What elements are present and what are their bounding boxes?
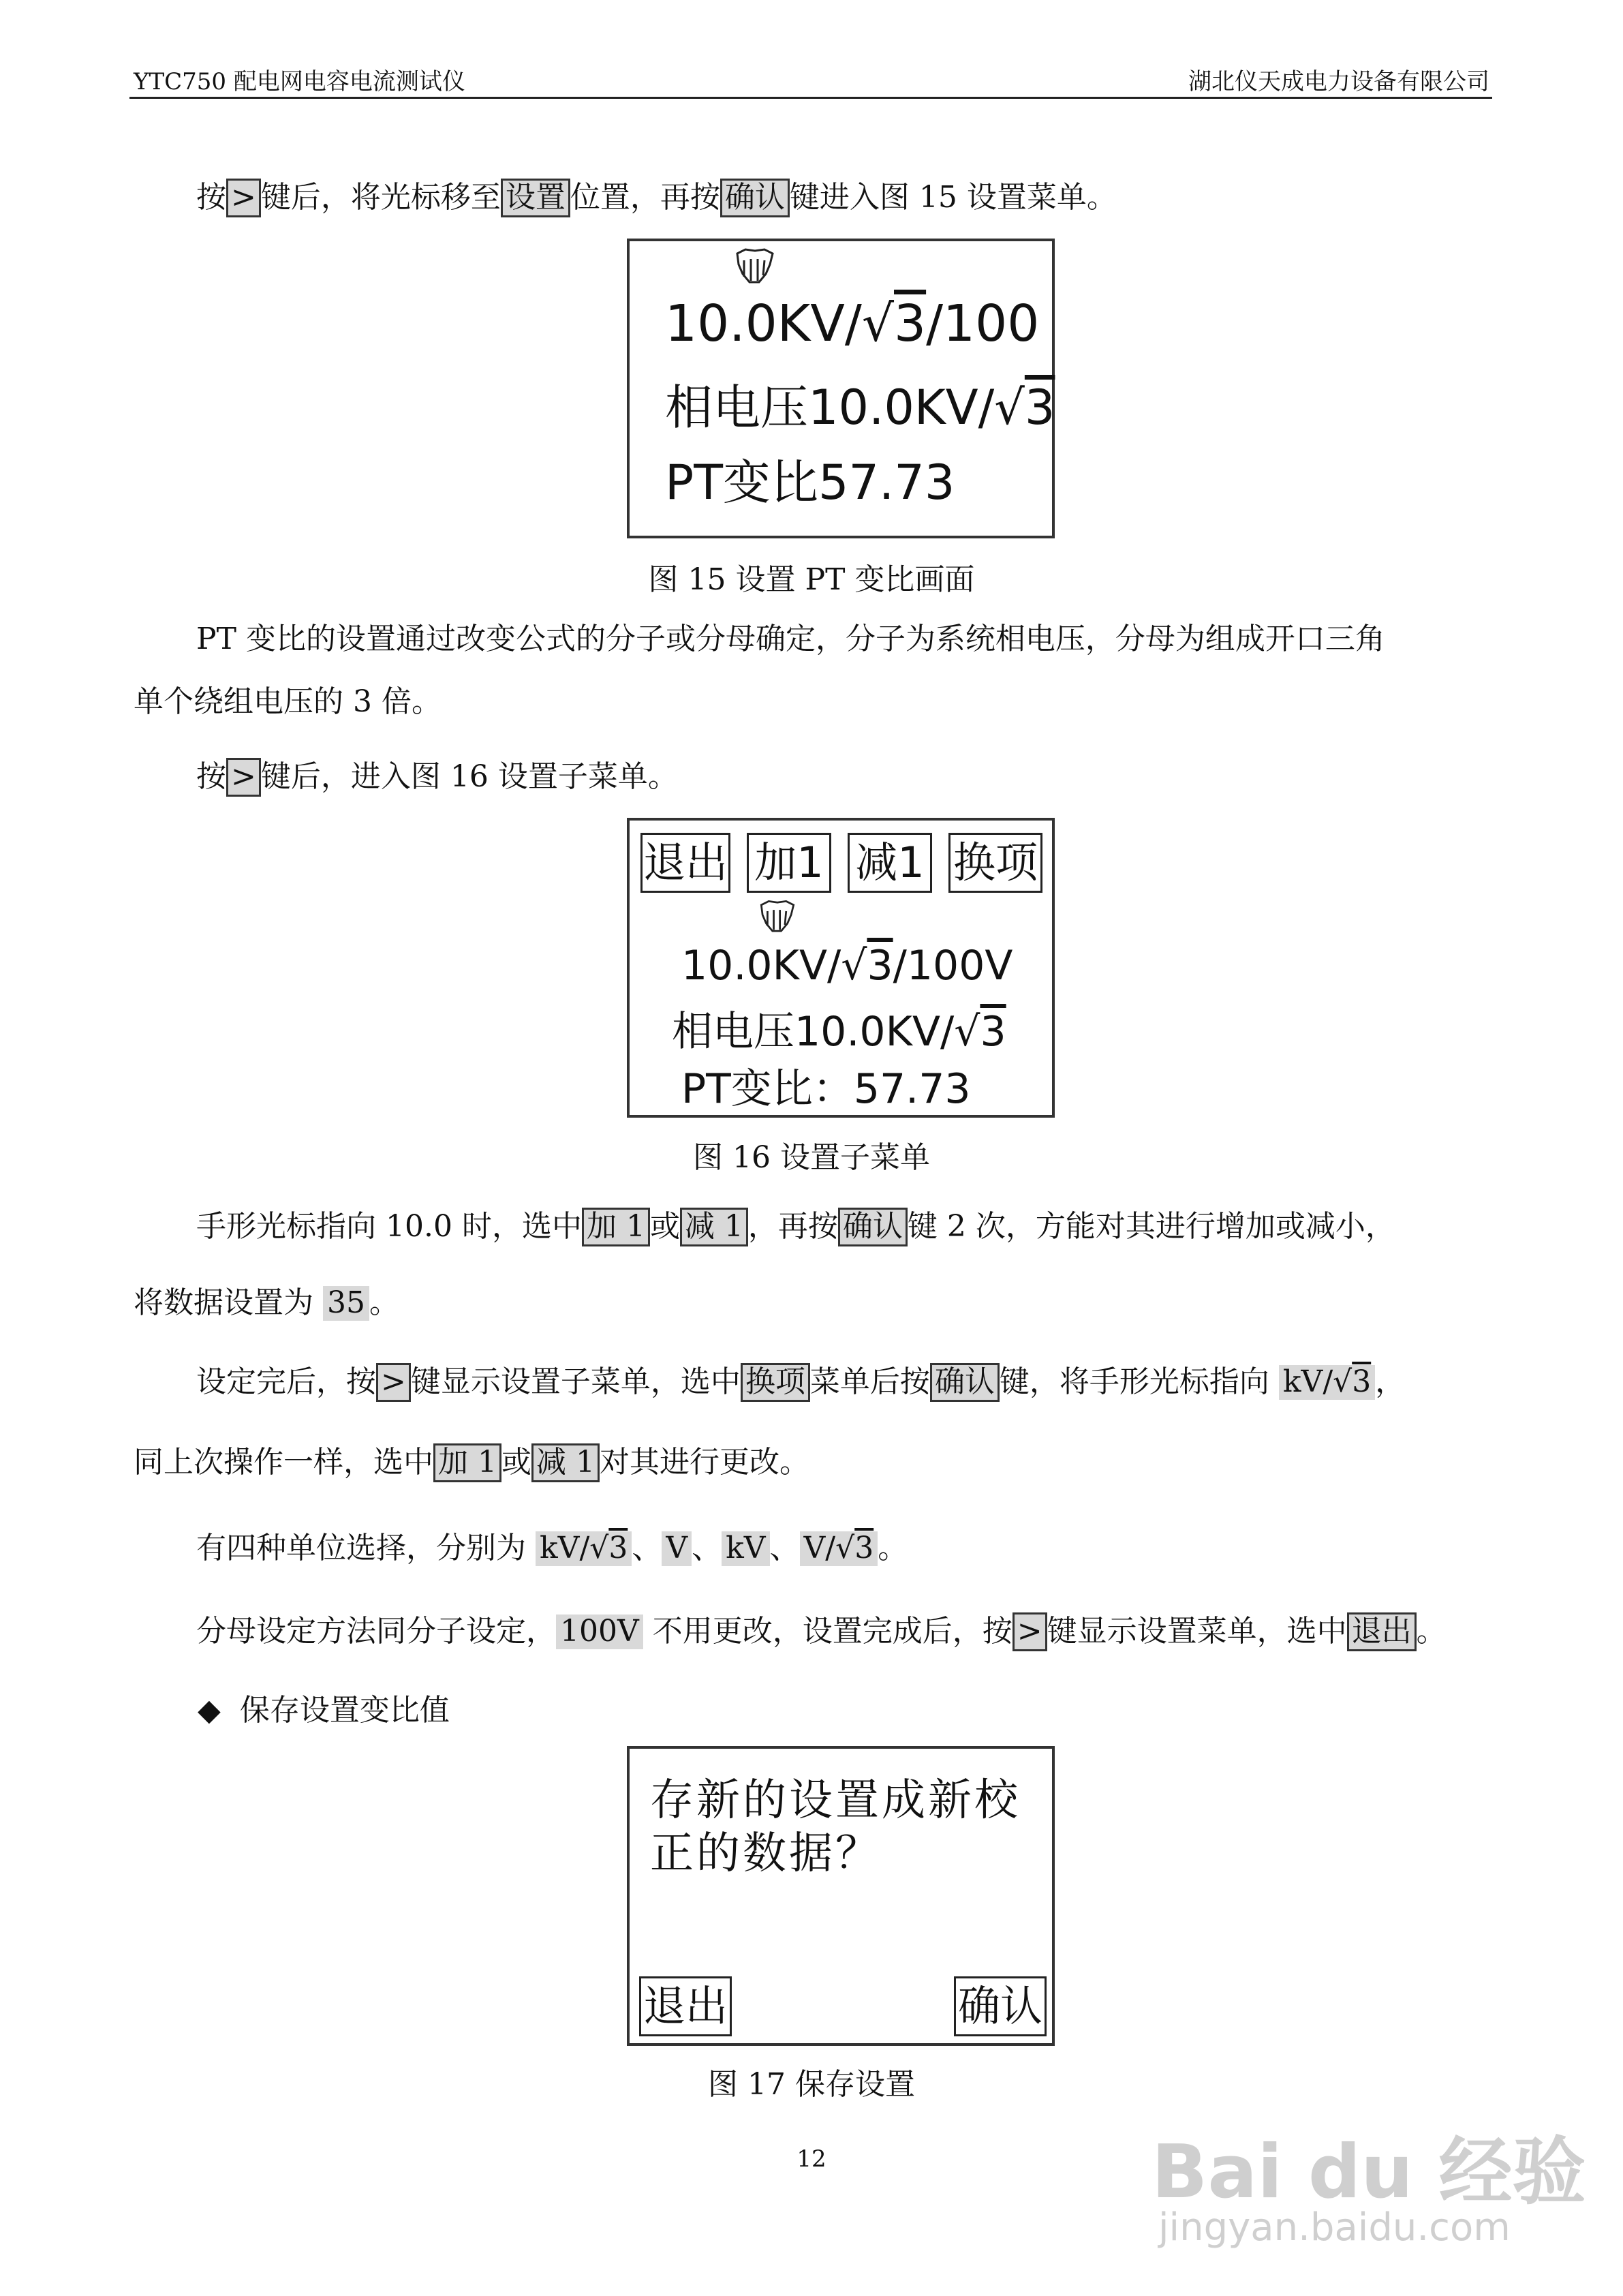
paragraph-5-line-1 [196,1363,1405,1402]
text: 不用更改，设置完成后，按 [643,1614,1013,1649]
text: 或 [501,1445,531,1480]
sqrt-value: 3 [608,1531,628,1565]
lcd-line-pt-ratio: PT变比57.73 [665,455,955,510]
header-left: YTC750 配电网电容电流测试仪 [134,68,465,95]
text: 将数据设置为 [134,1285,323,1320]
paragraph-5-line-2 [134,1443,809,1482]
text: 菜单后按 [809,1364,930,1399]
text: 同上次操作一样，选中 [134,1445,433,1480]
baidu-logo-watermark: Bai du 经验 [1151,2130,1586,2215]
text: 、 [632,1531,662,1565]
bullet-heading [198,1693,450,1729]
text: 有四种单位选择，分别为 [196,1531,536,1565]
figure-17-caption: 图 17 保存设置 [708,2067,915,2102]
sqrt-value: 3 [867,942,893,990]
figure-17-screen [627,1746,1055,2046]
sqrt-value: 3 [980,1008,1006,1056]
lcd-prompt-line-1: 存新的设置成新校 [650,1775,1021,1826]
watermark-url: jingyan.baidu.com [1158,2205,1511,2250]
paragraph-6 [196,1531,908,1567]
key-plus-one: 加 1 [433,1443,501,1482]
text: 、 [769,1531,800,1565]
text: kV/ [540,1531,590,1565]
paragraph-2-line-2: 单个绕组电压的 3 倍。 [134,684,442,719]
text: V/ [803,1531,836,1565]
text: 保存设置变比值 [239,1693,450,1728]
lcd-line-phase-voltage: 相电压10.0KV/√3 [672,1008,1006,1056]
lcd-text: 10.0KV/ [665,294,862,353]
unit-option: kV [722,1531,769,1566]
figure-15-screen [627,239,1055,538]
key-minus-one: 减 1 [531,1443,600,1482]
highlight-unit: kV/√3 [1279,1365,1375,1400]
figure-16-caption: 图 16 设置子菜单 [693,1140,930,1175]
key-next: > [226,179,261,217]
text: ，再按 [747,1209,838,1244]
paragraph-4-line-1 [196,1208,1395,1246]
key-next: > [376,1363,411,1402]
text: 按 [196,759,226,794]
sqrt-value: 3 [1024,380,1055,435]
text: 或 [649,1209,680,1244]
lcd-line-pt-ratio: PT变比：57.73 [681,1065,971,1113]
lcd-text: 相电压10.0KV/ [672,1008,955,1056]
unit-option: V/√3 [800,1531,878,1566]
key-settings: 设置 [501,179,570,217]
key-next: > [226,758,261,797]
exit-button[interactable]: 退出 [639,1976,732,2036]
sqrt-value: 3 [854,1531,874,1565]
page-number: 12 [797,2145,826,2173]
lcd-text: 10.0KV/ [681,942,841,990]
lcd-text: /100 [926,294,1040,353]
text: 键，将手形光标指向 [999,1364,1279,1399]
key-confirm: 确认 [838,1208,908,1246]
text: 键显示设置菜单，选中 [1047,1614,1347,1649]
menu-exit-button[interactable]: 退出 [640,833,730,893]
text: 对其进行更改。 [599,1445,809,1480]
text: 。 [878,1531,908,1565]
key-confirm: 确认 [930,1363,1000,1402]
text: 设定完后，按 [196,1364,376,1399]
lcd-line-ratio: 10.0KV/√3/100V [681,942,1013,990]
text: ， [1375,1364,1406,1399]
text: 键后，将光标移至 [260,180,501,215]
unit-option: kV/√3 [536,1531,632,1566]
header-right: 湖北仪天成电力设备有限公司 [1188,68,1489,95]
text: 键显示设置子菜单，选中 [410,1364,741,1399]
hand-cursor-icon [732,247,778,292]
text: 键后，进入图 16 设置子菜单。 [260,759,678,794]
paragraph-7 [196,1612,1447,1651]
text: 键 2 次，方能对其进行增加或减小， [907,1209,1395,1244]
text: 手形光标指向 10.0 时，选中 [196,1209,582,1244]
highlight-value: 100V [556,1614,643,1649]
sqrt-value: 3 [894,294,927,353]
paragraph-4-line-2 [134,1285,399,1321]
figure-16-screen [627,818,1055,1118]
lcd-text: 相电压10.0KV/ [665,380,995,435]
menu-plus-one-button[interactable]: 加1 [747,833,831,893]
paragraph-3 [196,758,678,797]
lcd-line-ratio: 10.0KV/√3/100 [665,294,1040,353]
paragraph-2-line-1: PT 变比的设置通过改变公式的分子或分母确定，分子为系统相电压，分母为组成开口三角 [196,622,1385,656]
text: 。 [1416,1614,1447,1649]
paragraph-1 [196,179,1117,217]
text: 位置，再按 [570,180,720,215]
lcd-text: /100V [893,942,1013,990]
key-confirm: 确认 [720,179,790,217]
text: 。 [369,1285,399,1320]
menu-switch-item-button[interactable]: 换项 [948,833,1042,893]
text: 键进入图 15 设置菜单。 [789,180,1117,215]
text: 按 [196,180,226,215]
highlight-value: 35 [323,1286,369,1321]
figure-15-caption: 图 15 设置 PT 变比画面 [648,562,975,597]
text: 、 [692,1531,722,1565]
unit-option: V [662,1531,692,1566]
diamond-bullet-icon: ◆ [198,1693,221,1728]
key-exit: 退出 [1347,1612,1417,1651]
hand-cursor-icon [756,898,799,940]
text: 分母设定方法同分子设定， [196,1614,556,1649]
sqrt-value: 3 [1352,1364,1372,1399]
text: kV/ [1282,1364,1333,1399]
menu-minus-one-button[interactable]: 减1 [848,833,932,893]
key-plus-one: 加 1 [582,1208,650,1246]
header-rule [129,97,1492,99]
key-switch-item: 换项 [741,1363,810,1402]
key-next: > [1013,1612,1047,1651]
confirm-button[interactable]: 确认 [954,1976,1047,2036]
key-minus-one: 减 1 [680,1208,748,1246]
lcd-prompt-line-2: 正的数据？ [650,1828,882,1879]
lcd-line-phase-voltage: 相电压10.0KV/√3 [665,380,1055,435]
